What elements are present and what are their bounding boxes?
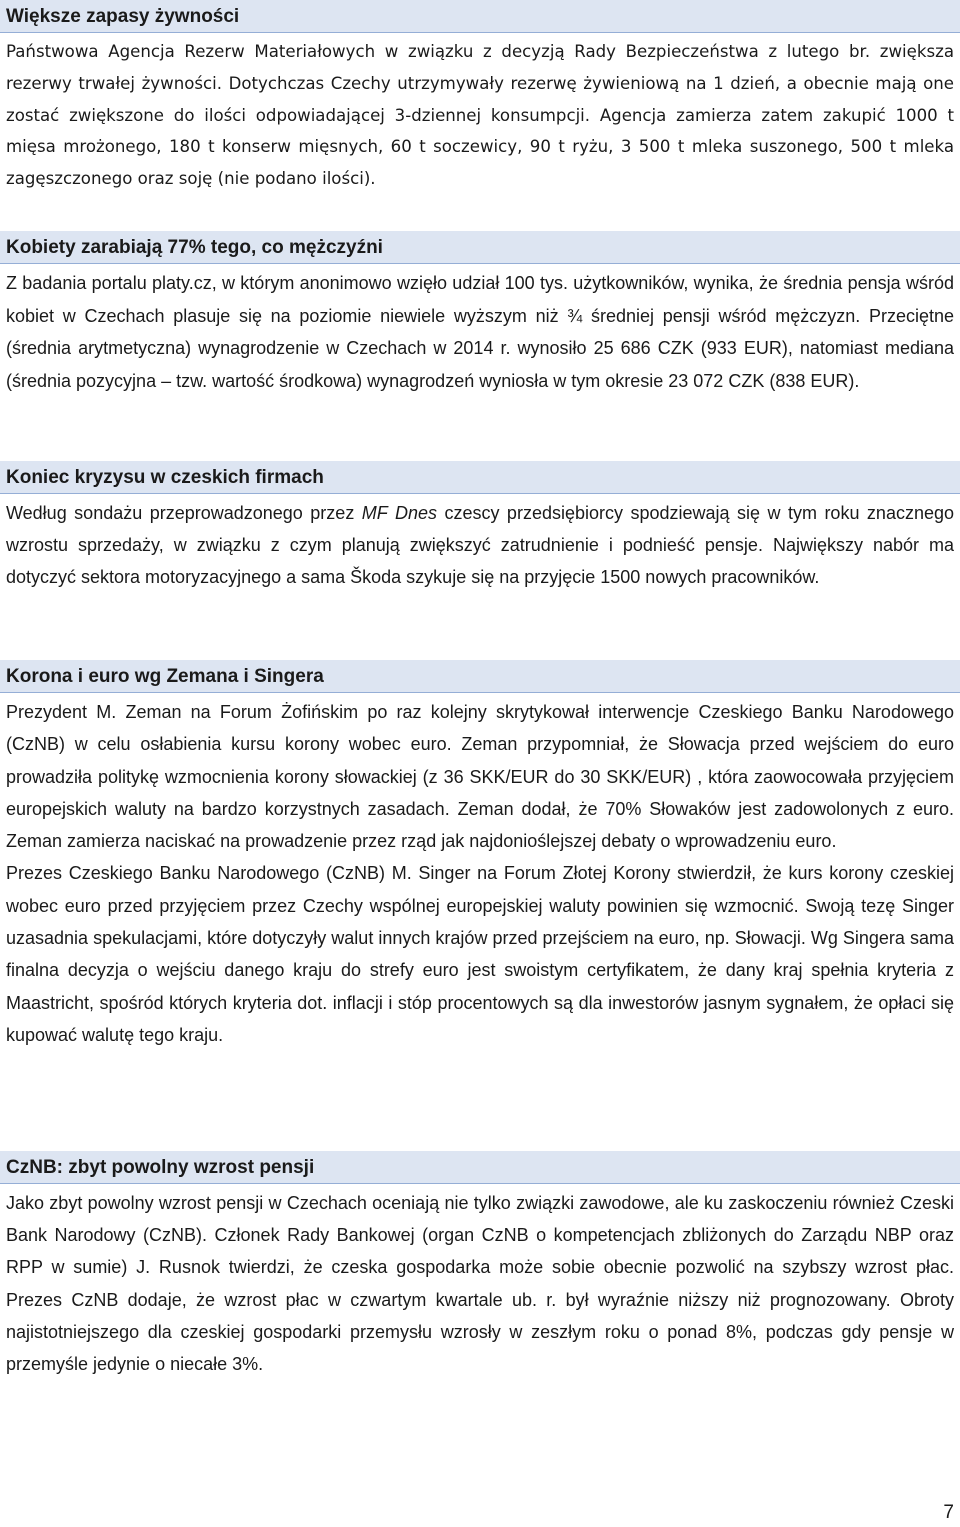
section-heading: Koniec kryzysu w czeskich firmach: [0, 461, 960, 494]
section-wage-growth: [0, 1151, 960, 1380]
section-crisis-end: [0, 461, 960, 594]
section-heading: Większe zapasy żywności: [0, 0, 960, 33]
section-paragraph: Z badania portalu platy.cz, w którym anonimowo wzięło udział 100 tys. użytkowników, wynika, że średnia pensja wśród kobiet w Czechach plasuje się na poziomie niewiele wyższym niż ¾ średniej pensji wśród mężczyzn. Przeciętne (średnia arytmetyczna) wynagrodzenie w Czechach w 2014 r. wynosiło 25 686 CZK (933 EUR), natomiast mediana (średnia pozycyjna – tzw. wartość środkowa) wynagrodzeń wyniosła w tym okresie 23 072 CZK (838 EUR).: [6, 273, 954, 391]
section-food-reserves: [0, 0, 960, 195]
paragraph-text: Według sondażu przeprowadzonego przez: [6, 503, 362, 523]
section-heading: Kobiety zarabiają 77% tego, co mężczyźni: [0, 231, 960, 264]
section-koruna-euro: [0, 660, 960, 1051]
section-paragraph: Państwowa Agencja Rezerw Materiałowych w związku z decyzją Rady Bezpieczeństwa z lutego br. zwiększa rezerwy trwałej żywności. Dotychczas Czechy utrzymywały rezerwę żywieniową na 1 dzień, a obecnie mają one zostać zwiększone do ilości odpowiadającej 3-dziennej konsumpcji. Agencja zamierza zatem zakupić 1000 t mięsa mrożonego, 180 t konserw mięsnych, 60 t soczewicy, 90 t ryżu, 3 500 t mleka suszonego, 500 t mleka zagęszczonego oraz soję (nie podano ilości).: [6, 42, 954, 189]
section-heading: Korona i euro wg Zemana i Singera: [0, 660, 960, 693]
section-paragraph: Prezydent M. Zeman na Forum Żofińskim po raz kolejny skrytykował interwencje Czeskiego Banku Narodowego (CzNB) w celu osłabienia kursu korony wobec euro. Zeman przypomniał, że Słowacja przed wejściem do euro prowadziła politykę wzmocnienia korony słowackiej (z 36 SKK/EUR do 30 SKK/EUR) , która zaowocowała przyjęciem europejskich waluty na bardzo korzystnych zasadach. Zeman dodał, że 70% Słowaków jest zadowolonych z euro. Zeman zamierza naciskać na prowadzenie przez rząd jak najdonioślejszej debaty o wprowadzeniu euro.: [6, 702, 954, 852]
section-paragraph: Jako zbyt powolny wzrost pensji w Czechach oceniają nie tylko związki zawodowe, ale ku zaskoczeniu również Czeski Bank Narodowy (CzNB). Członek Rady Bankowej (organ CzNB o kompetencjach zbliżonych do Zarządu NBP oraz RPP w sumie) J. Rusnok twierdzi, że czeska gospodarka może sobie obecnie pozwolić na szybszy wzrost płac. Prezes CzNB dodaje, że wzrost płac w czwartym kwartale ub. r. był wyraźnie niższy niż prognozowany. Obroty najistotniejszego dla czeskiej gospodarki przemysłu wzrosły w zeszłym roku o ponad 8%, podczas gdy pensje w przemyśle jedynie o niecałe 3%.: [6, 1193, 954, 1375]
section-heading: CzNB: zbyt powolny wzrost pensji: [0, 1151, 960, 1184]
page-number: 7: [943, 1502, 954, 1523]
paragraph-text: czescy przedsiębiorcy spodziewają się w tym roku znacznego wzrostu sprzedaży, w związku z czym planują zwiększyć zatrudnienie i podnieść pensje. Największy nabór ma dotyczyć sektora motoryzacyjnego a sama Škoda szykuje się na przyjęcie 1500 nowych pracowników.: [6, 503, 955, 588]
section-gender-pay: [0, 231, 960, 397]
newspaper-name: MF Dnes: [361, 503, 437, 523]
section-paragraph: Prezes Czeskiego Banku Narodowego (CzNB) M. Singer na Forum Złotej Korony stwierdził, że kurs korony czeskiej wobec euro przed przyjęciem przez Czechy wspólnej europejskiej waluty powinien się wzmocnić. Swoją tezę Singer uzasadnia spekulacjami, które dotyczyły walut innych krajów przed przejściem na euro, np. Słowacji. Wg Singera sama finalna decyzja o wejściu danego kraju do strefy euro jest swoistym certyfikatem, że dany kraj spełnia kryteria z Maastricht, spośród których kryteria dot. inflacji i stóp procentowych są dla inwestorów jasnym sygnałem, że opłaci się kupować walutę tego kraju.: [6, 863, 954, 1045]
section-paragraph: [0, 497, 960, 594]
